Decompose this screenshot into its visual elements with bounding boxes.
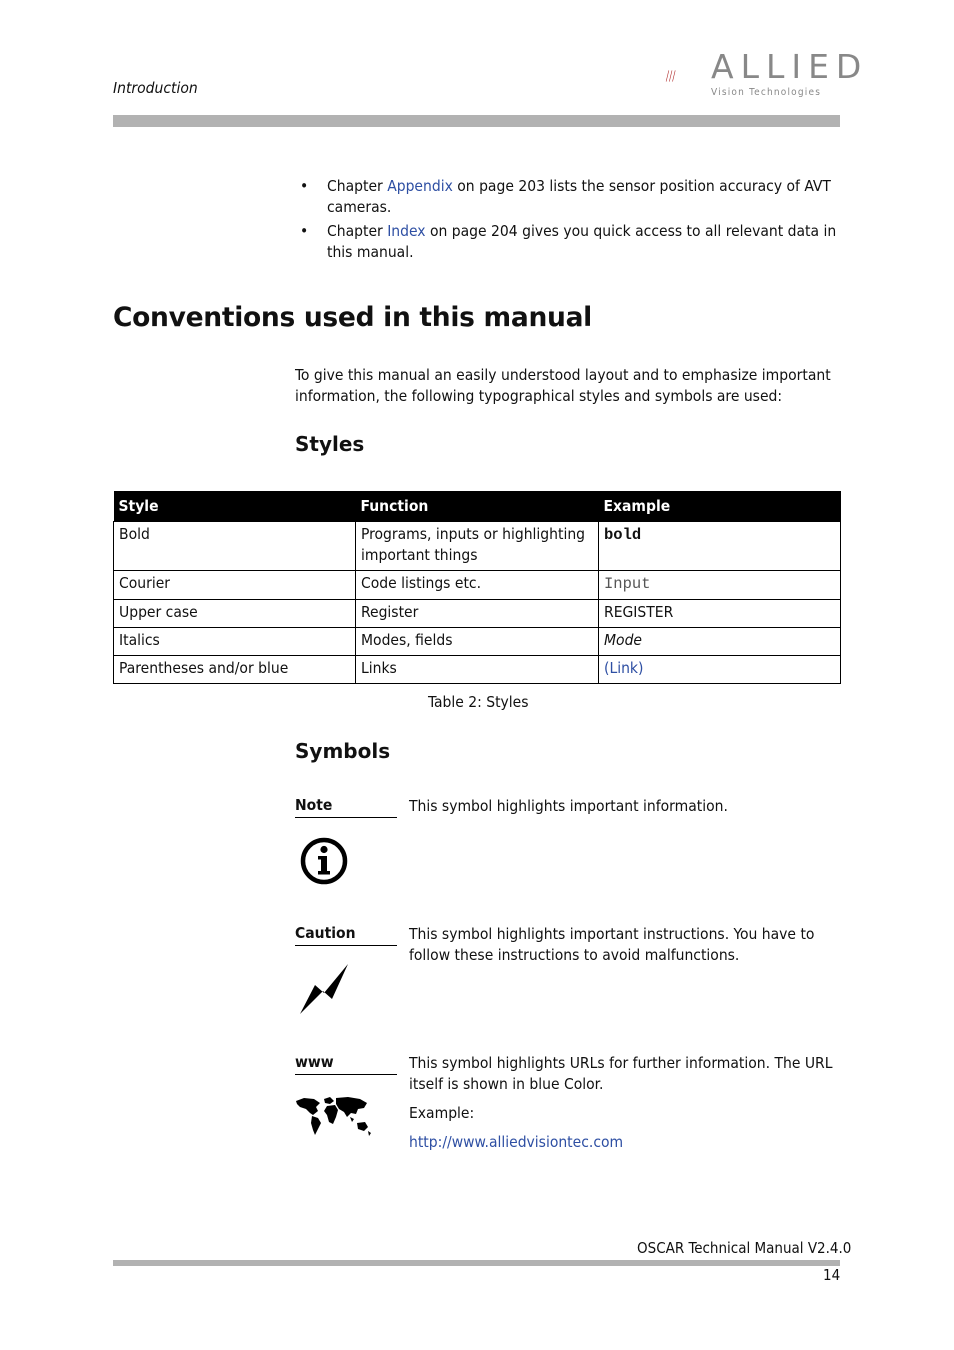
info-icon [299,836,349,886]
www-description: This symbol highlights URLs for further information. The URL itself is shown in blue Color. [409,1054,833,1093]
table-header-row [114,491,841,522]
link-example[interactable]: (Link) [604,659,644,677]
table-row [114,656,841,684]
website-link[interactable]: http://www.alliedvisiontec.com [409,1133,624,1151]
footer-manual-title: OSCAR Technical Manual V2.4.0 [637,1239,852,1257]
table-cell: Italics [114,628,356,656]
list-item [300,176,840,218]
table-caption: Table 2: Styles [428,693,529,711]
courier-example: Input [604,575,651,593]
table-cell [599,522,841,571]
table-row [114,600,841,628]
bullet-marker: • [300,222,309,240]
list-item [300,221,840,263]
table-cell [599,628,841,656]
running-header: Introduction [113,79,198,97]
table-cell: Modes, fields [356,628,599,656]
table-row [114,522,841,571]
table-cell [599,571,841,600]
allied-logo-slashes [664,52,712,100]
world-map-icon [294,1095,372,1137]
italic-example: Mode [604,631,643,649]
table-cell: Courier [114,571,356,600]
column-header: Function [356,491,599,522]
intro-paragraph: To give this manual an easily understood layout and to emphasize important information, the following typographical styles and symbols are used: [295,366,831,405]
table-cell: Programs, inputs or highlighting important things [356,522,599,571]
note-label: Note [295,796,397,818]
table-cell: Code listings etc. [356,571,599,600]
table-cell: Upper case [114,600,356,628]
bullet-text: on page 204 gives you quick access to all relevant data in this manual. [327,222,837,261]
index-link[interactable]: Index [387,222,426,240]
styles-heading: Styles [295,432,365,456]
bullet-text: Chapter [327,177,388,195]
symbols-heading: Symbols [295,739,391,763]
header-rule [113,115,840,127]
styles-table [113,491,841,684]
bullet-text: Chapter [327,222,388,240]
example-label: Example: [409,1104,475,1122]
www-label: www [295,1053,397,1075]
footer-rule [113,1260,840,1266]
table-cell [599,656,841,684]
column-header: Example [599,491,841,522]
bold-example: bold [604,526,642,544]
logo-wordmark: ALLIED [711,47,869,86]
table-cell: Bold [114,522,356,571]
caution-description: This symbol highlights important instructions. You have to follow these instructions to avoid malfunctions. [409,925,815,964]
section-heading: Conventions used in this manual [113,302,592,333]
caution-label: Caution [295,924,397,946]
appendix-link[interactable]: Appendix [387,177,453,195]
table-row [114,628,841,656]
bullet-text: on page 203 lists the sensor position accuracy of AVT cameras. [327,177,831,216]
lightning-icon [298,963,350,1015]
logo-subtitle: Vision Technologies [711,87,822,98]
table-cell: Register [356,600,599,628]
table-row [114,571,841,600]
table-cell: Parentheses and/or blue [114,656,356,684]
table-cell: REGISTER [599,600,841,628]
table-cell: Links [356,656,599,684]
chapter-bullet-list [300,176,840,266]
column-header: Style [114,491,356,522]
bullet-marker: • [300,177,309,195]
page-number: 14 [823,1266,841,1284]
note-description: This symbol highlights important information. [409,797,728,815]
